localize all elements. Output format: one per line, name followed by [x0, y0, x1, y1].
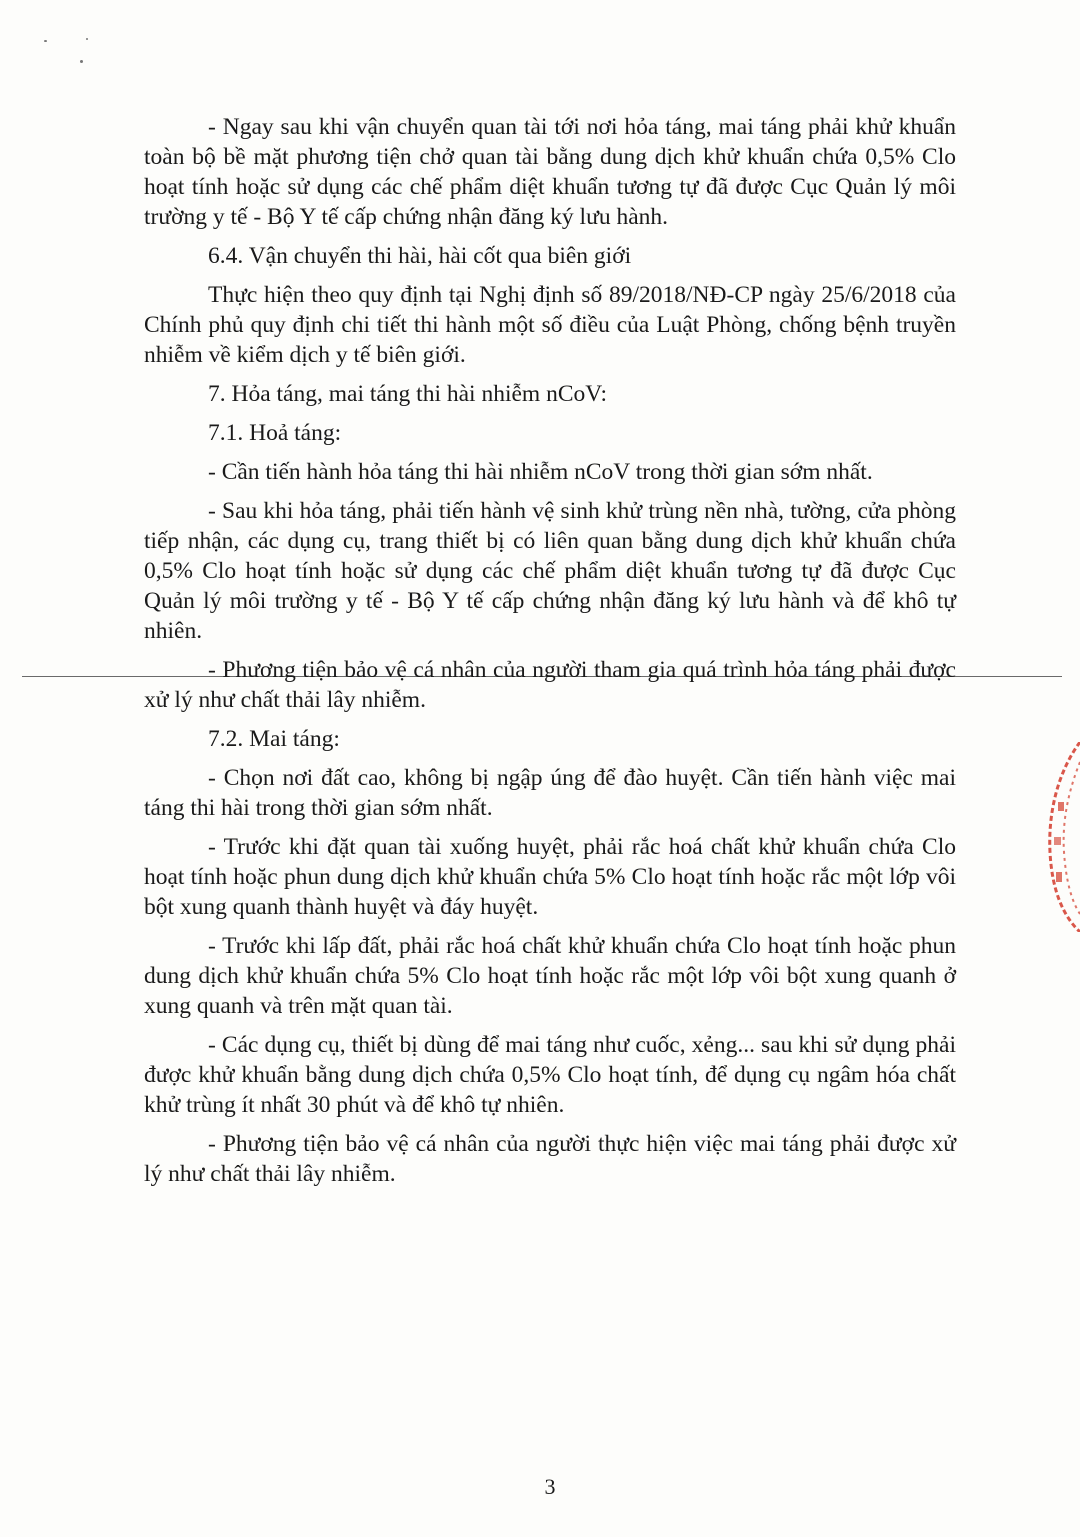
paragraph-cremation-ppe: - Phương tiện bảo vệ cá nhân của người tham gia quá trình hỏa táng phải được xử lý như chất thải lây nhiễm.: [144, 657, 956, 713]
scan-speck: [80, 60, 83, 63]
paragraph-burial-site: - Chọn nơi đất cao, không bị ngập úng để đào huyệt. Cần tiến hành việc mai táng thi hài trong thời gian sớm nhất.: [144, 765, 956, 821]
heading-7: 7. Hỏa táng, mai táng thi hài nhiễm nCoV:: [208, 381, 607, 407]
paragraph-burial-before-coffin: - Trước khi đặt quan tài xuống huyệt, phải rắc hoá chất khử khuẩn chứa Clo hoạt tính hoặc phun dung dịch khử khuẩn chứa 5% Clo hoạt tính hoặc rắc một lớp vôi bột xung quanh thành huyệt và đáy huyệt.: [144, 834, 956, 920]
paragraph-burial-before-filling: - Trước khi lấp đất, phải rắc hoá chất khử khuẩn chứa Clo hoạt tính hoặc phun dung dịch khử khuẩn chứa 5% Clo hoạt tính hoặc rắc một lớp vôi bột xung quanh ở xung quanh và trên mặt quan tài.: [144, 933, 956, 1019]
scan-speck: [44, 40, 47, 42]
heading-7-2: 7.2. Mai táng:: [208, 726, 340, 752]
scan-speck: [86, 38, 88, 40]
heading-7-1: 7.1. Hoả táng:: [208, 420, 342, 446]
paragraph-burial-tools: - Các dụng cụ, thiết bị dùng để mai táng như cuốc, xẻng... sau khi sử dụng phải được khử khuẩn bằng dung dịch chứa 0,5% Clo hoạt tính, để dụng cụ ngâm hóa chất khử trùng ít nhất 30 phút và để khô tự nhiên.: [144, 1032, 956, 1118]
paragraph-transport-disinfection: - Ngay sau khi vận chuyển quan tài tới nơi hỏa táng, mai táng phải khử khuẩn toàn bộ bề mặt phương tiện chở quan tài bằng dung dịch khử khuẩn chứa 0,5% Clo hoạt tính hoặc sử dụng các chế phẩm diệt khuẩn tương tự đã được Cục Quản lý môi trường y tế - Bộ Y tế cấp chứng nhận đăng ký lưu hành.: [144, 114, 956, 230]
paragraph-cremation-cleaning: - Sau khi hỏa táng, phải tiến hành vệ sinh khử trùng nền nhà, tường, cửa phòng tiếp nhận, các dụng cụ, trang thiết bị có liên quan bằng dung dịch khử khuẩn chứa 0,5% Clo hoạt tính hoặc sử dụng các chế phẩm diệt khuẩn tương tự đã được Cục Quản lý môi trường y tế - Bộ Y tế cấp chứng nhận đăng ký lưu hành và để khô tự nhiên.: [144, 498, 956, 644]
page-number: 3: [544, 1474, 556, 1499]
heading-6-4: 6.4. Vận chuyển thi hài, hài cốt qua biên giới: [208, 243, 632, 269]
paragraph-decree-89: Thực hiện theo quy định tại Nghị định số 89/2018/NĐ-CP ngày 25/6/2018 của Chính phủ quy định chi tiết thi hành một số điều của Luật Phòng, chống bệnh truyền nhiễm về kiểm dịch y tế biên giới.: [144, 282, 956, 368]
red-stamp-fragment-icon: [1040, 742, 1080, 932]
paragraph-cremation-asap: - Cần tiến hành hỏa táng thi hài nhiễm nCoV trong thời gian sớm nhất.: [208, 459, 873, 485]
paragraph-burial-ppe: - Phương tiện bảo vệ cá nhân của người thực hiện việc mai táng phải được xử lý như chất thải lây nhiễm.: [144, 1131, 956, 1187]
document-body: [144, 112, 956, 1198]
